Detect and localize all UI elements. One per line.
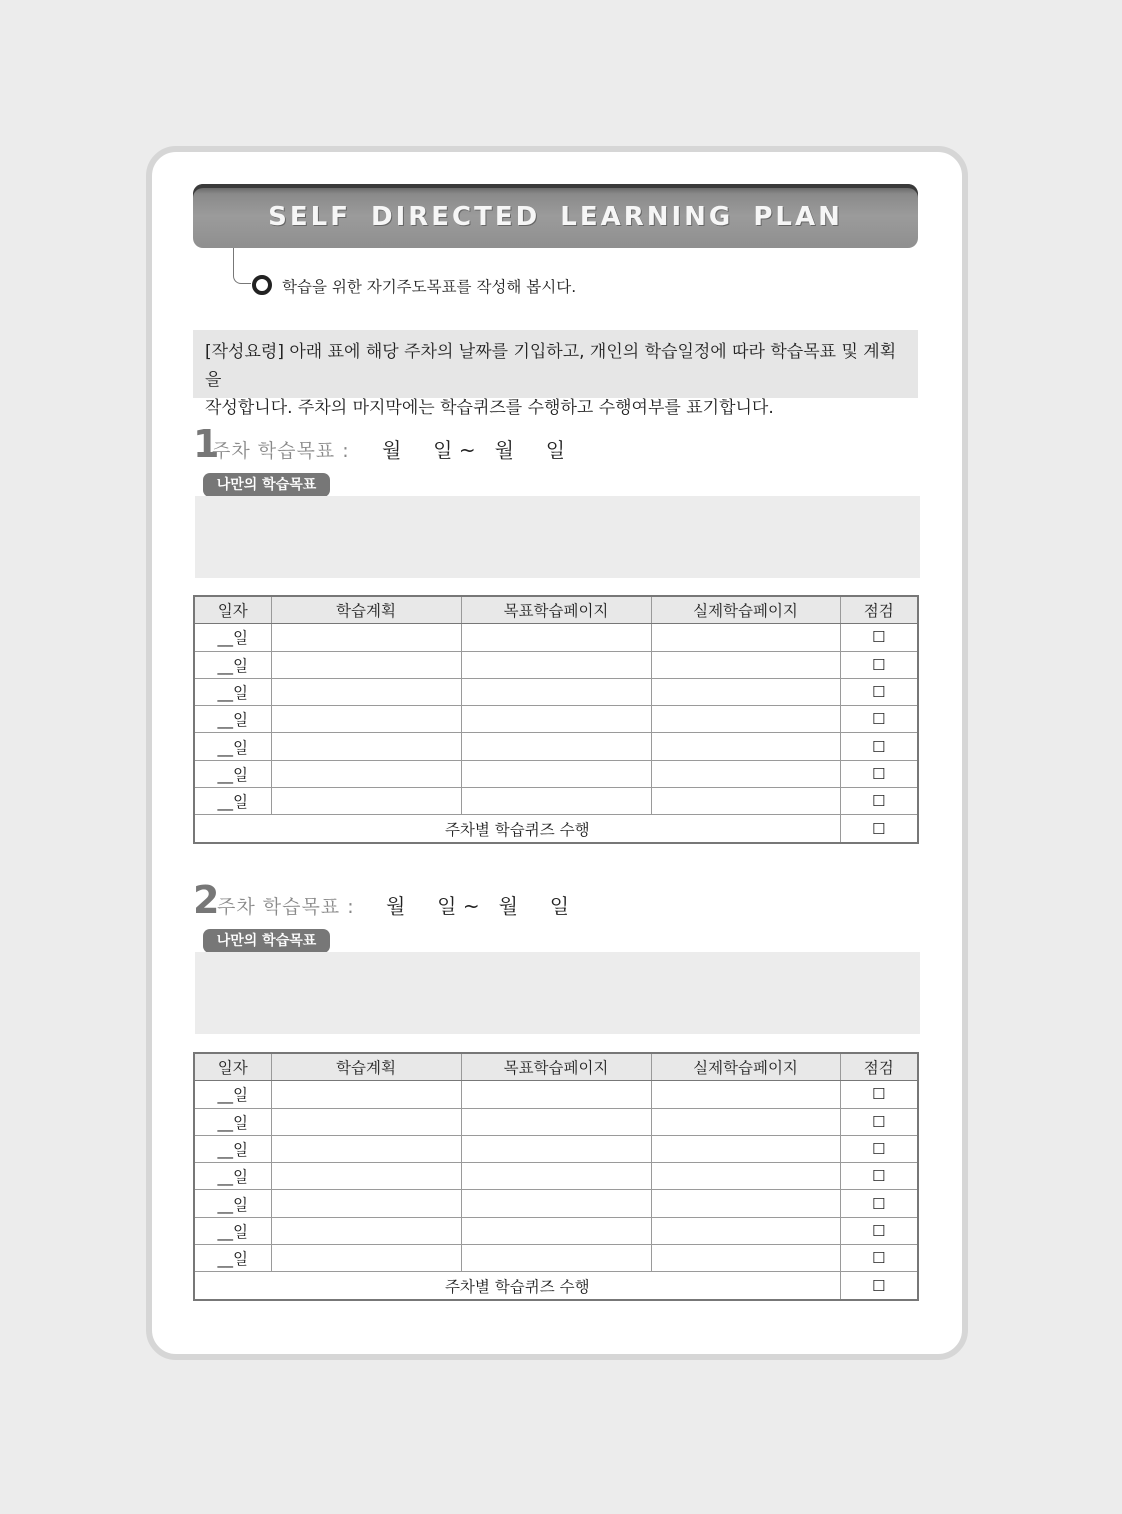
quiz-row: [194, 1272, 918, 1300]
week-number: 1: [193, 422, 220, 466]
guide-box: [193, 330, 918, 418]
table-row: [194, 651, 918, 678]
plan-cell[interactable]: [271, 1217, 461, 1244]
header-date: 일자: [194, 596, 271, 624]
actual-page-cell[interactable]: [651, 1163, 840, 1190]
month-2: 월: [494, 438, 514, 462]
actual-page-cell[interactable]: [651, 1081, 840, 1108]
goal-input-box[interactable]: [195, 496, 920, 578]
plan-cell[interactable]: [271, 760, 461, 787]
quiz-label: 주차별 학습퀴즈 수행: [194, 815, 840, 843]
check-box[interactable]: ☐: [840, 706, 918, 733]
week-1-table: [193, 595, 919, 844]
guide-line-1: [작성요령] 아래 표에 해당 주차의 날짜를 기입하고, 개인의 학습일정에 따라 학습목표 및 계획을: [205, 342, 897, 390]
table-row: [194, 788, 918, 815]
check-box[interactable]: ☐: [840, 651, 918, 678]
day-cell: __일: [194, 1135, 271, 1162]
target-page-cell[interactable]: [461, 760, 651, 787]
day-cell: __일: [194, 678, 271, 705]
check-box[interactable]: ☐: [840, 1190, 918, 1217]
week-label: 주차 학습목표 :: [217, 896, 355, 918]
header-date: 일자: [194, 1053, 271, 1081]
week-2-table: [193, 1052, 919, 1301]
check-box[interactable]: ☐: [840, 733, 918, 760]
plan-cell[interactable]: [271, 1163, 461, 1190]
actual-page-cell[interactable]: [651, 678, 840, 705]
week-dates: [382, 434, 565, 463]
intro-text: 학습을 위한 자기주도목표를 작성해 봅시다.: [282, 278, 577, 296]
quiz-check-box[interactable]: ☐: [840, 1272, 918, 1300]
actual-page-cell[interactable]: [651, 706, 840, 733]
header-check: 점검: [840, 1053, 918, 1081]
check-box[interactable]: ☐: [840, 760, 918, 787]
target-page-cell[interactable]: [461, 1163, 651, 1190]
target-page-cell[interactable]: [461, 1245, 651, 1272]
day-cell: __일: [194, 1217, 271, 1244]
day-cell: __일: [194, 1190, 271, 1217]
check-box[interactable]: ☐: [840, 678, 918, 705]
plan-cell[interactable]: [271, 678, 461, 705]
tilde: ~: [458, 438, 476, 462]
target-page-cell[interactable]: [461, 1135, 651, 1162]
check-box[interactable]: ☐: [840, 1217, 918, 1244]
week-label: 주차 학습목표 :: [212, 440, 350, 462]
actual-page-cell[interactable]: [651, 760, 840, 787]
quiz-check-box[interactable]: ☐: [840, 815, 918, 843]
actual-page-cell[interactable]: [651, 1108, 840, 1135]
guide-line-2: 작성합니다. 주차의 마지막에는 학습퀴즈를 수행하고 수행여부를 표기합니다.: [205, 398, 774, 418]
table-row: [194, 1163, 918, 1190]
header-check: 점검: [840, 596, 918, 624]
actual-page-cell[interactable]: [651, 1245, 840, 1272]
plan-cell[interactable]: [271, 651, 461, 678]
plan-cell[interactable]: [271, 733, 461, 760]
actual-page-cell[interactable]: [651, 1135, 840, 1162]
target-page-cell[interactable]: [461, 706, 651, 733]
actual-page-cell[interactable]: [651, 1217, 840, 1244]
target-page-cell[interactable]: [461, 1190, 651, 1217]
day-cell: __일: [194, 1108, 271, 1135]
target-page-cell[interactable]: [461, 1217, 651, 1244]
target-page-cell[interactable]: [461, 733, 651, 760]
day-2: 일: [545, 438, 566, 462]
plan-cell[interactable]: [271, 1108, 461, 1135]
actual-page-cell[interactable]: [651, 624, 840, 651]
target-page-cell[interactable]: [461, 788, 651, 815]
table-row: [194, 1190, 918, 1217]
day-cell: __일: [194, 733, 271, 760]
goal-tag: 나만의 학습목표: [203, 929, 330, 953]
day-1: 일: [437, 894, 457, 918]
week-dates: [386, 890, 569, 919]
week-number: 2: [193, 878, 220, 922]
day-1: 일: [433, 438, 453, 462]
day-cell: __일: [194, 1163, 271, 1190]
day-cell: __일: [194, 624, 271, 651]
plan-cell[interactable]: [271, 706, 461, 733]
day-cell: __일: [194, 1081, 271, 1108]
table-row: [194, 1108, 918, 1135]
goal-input-box[interactable]: [195, 952, 920, 1034]
actual-page-cell[interactable]: [651, 1190, 840, 1217]
month-1: 월: [386, 894, 406, 918]
goal-tag: 나만의 학습목표: [203, 473, 330, 497]
quiz-row: [194, 815, 918, 843]
header-plan: 학습계획: [271, 596, 461, 624]
target-page-cell[interactable]: [461, 624, 651, 651]
month-2: 월: [498, 894, 518, 918]
actual-page-cell[interactable]: [651, 733, 840, 760]
target-page-cell[interactable]: [461, 678, 651, 705]
target-page-cell[interactable]: [461, 1081, 651, 1108]
header-plan: 학습계획: [271, 1053, 461, 1081]
header-actual-page: 실제학습페이지: [651, 596, 840, 624]
header-target-page: 목표학습페이지: [461, 596, 651, 624]
check-box[interactable]: ☐: [840, 624, 918, 651]
quiz-label: 주차별 학습퀴즈 수행: [194, 1272, 840, 1300]
day-2: 일: [549, 894, 570, 918]
actual-page-cell[interactable]: [651, 651, 840, 678]
banner-title: SELF DIRECTED LEARNING PLAN: [268, 202, 843, 232]
target-page-cell[interactable]: [461, 651, 651, 678]
table-row: [194, 1245, 918, 1272]
plan-cell[interactable]: [271, 1245, 461, 1272]
day-cell: __일: [194, 706, 271, 733]
check-box[interactable]: ☐: [840, 1135, 918, 1162]
header-target-page: 목표학습페이지: [461, 1053, 651, 1081]
plan-cell[interactable]: [271, 1190, 461, 1217]
plan-cell[interactable]: [271, 788, 461, 815]
check-box[interactable]: ☐: [840, 1081, 918, 1108]
header-actual-page: 실제학습페이지: [651, 1053, 840, 1081]
check-box[interactable]: ☐: [840, 1245, 918, 1272]
month-1: 월: [382, 438, 402, 462]
table-row: [194, 1081, 918, 1108]
day-cell: __일: [194, 651, 271, 678]
table-row: [194, 1217, 918, 1244]
check-box[interactable]: ☐: [840, 788, 918, 815]
title-banner: [193, 184, 918, 248]
day-cell: __일: [194, 1245, 271, 1272]
table-row: [194, 624, 918, 651]
table-row: [194, 706, 918, 733]
target-page-cell[interactable]: [461, 1108, 651, 1135]
table-row: [194, 678, 918, 705]
plan-cell[interactable]: [271, 1081, 461, 1108]
check-box[interactable]: ☐: [840, 1108, 918, 1135]
connector-line: [233, 248, 251, 284]
tilde: ~: [462, 894, 480, 918]
plan-cell[interactable]: [271, 624, 461, 651]
check-box[interactable]: ☐: [840, 1163, 918, 1190]
day-cell: __일: [194, 760, 271, 787]
circle-icon: [252, 275, 272, 295]
day-cell: __일: [194, 788, 271, 815]
table-row: [194, 1135, 918, 1162]
actual-page-cell[interactable]: [651, 788, 840, 815]
table-row: [194, 760, 918, 787]
table-row: [194, 733, 918, 760]
plan-cell[interactable]: [271, 1135, 461, 1162]
